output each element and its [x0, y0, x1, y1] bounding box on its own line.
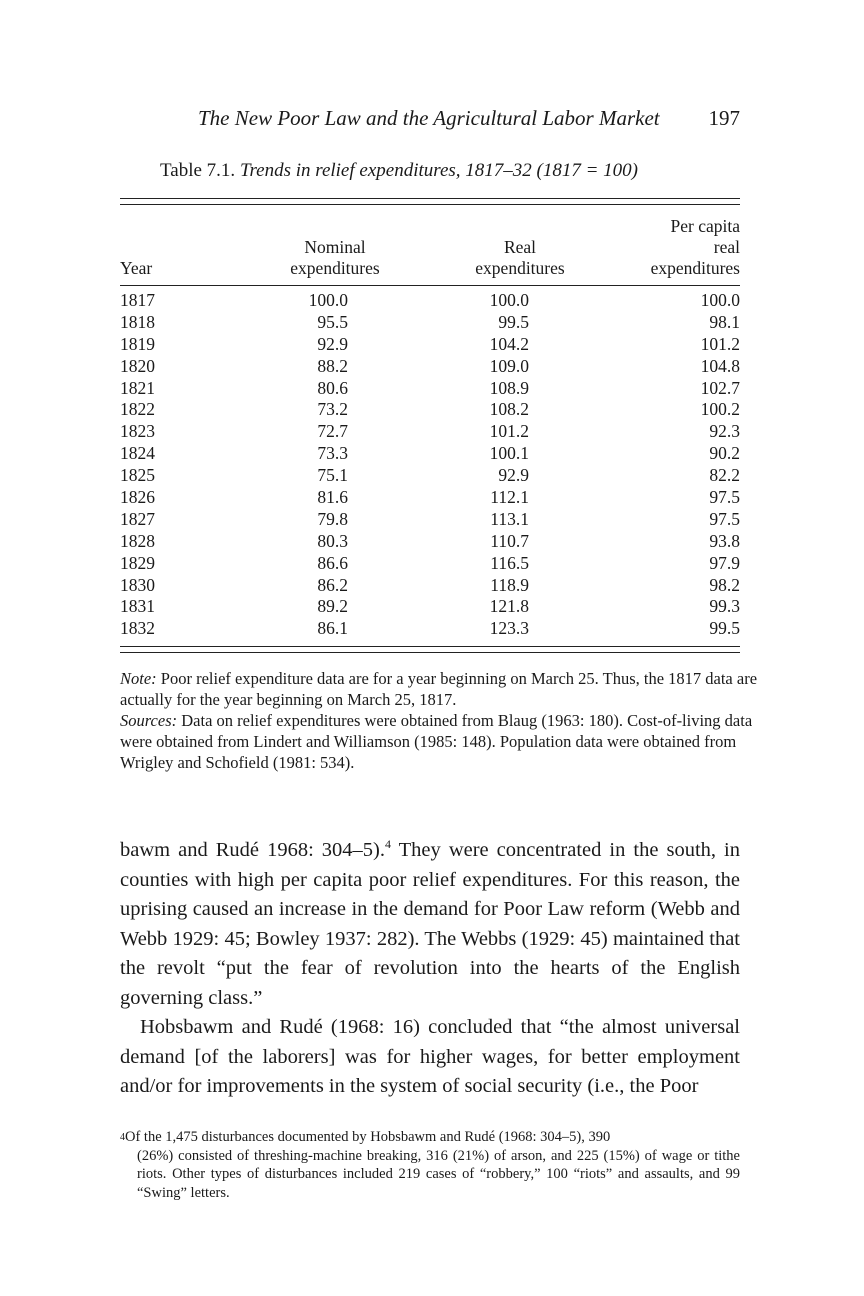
- cell-real: 104.2: [489, 333, 529, 354]
- table-row: [120, 509, 740, 531]
- running-head: [198, 106, 740, 136]
- table-body: [120, 286, 740, 646]
- cell-per-capita: 101.2: [700, 333, 740, 354]
- cell-real: 108.2: [489, 399, 529, 420]
- cell-nominal: 92.9: [317, 333, 348, 354]
- table-row: [120, 531, 740, 553]
- cell-per-capita: 92.3: [709, 421, 740, 442]
- cell-per-capita: 100.0: [700, 290, 740, 310]
- body-p1-start: bawm and Rudé 1968: 304–5).: [120, 839, 385, 861]
- cell-per-capita: 97.5: [709, 487, 740, 508]
- table-sources: [120, 710, 760, 773]
- footnote: [120, 1128, 740, 1202]
- cell-year: 1831: [120, 596, 155, 617]
- cell-per-capita: 97.9: [709, 552, 740, 573]
- cell-real: 112.1: [490, 487, 529, 508]
- table-row: [120, 575, 740, 597]
- cell-nominal: 80.6: [317, 377, 348, 398]
- note-text: Poor relief expenditure data are for a year beginning on March 25. Thus, the 1817 data are actually for the year beginning on March 25, 1817.: [120, 669, 758, 709]
- body-paragraph-1: [120, 836, 740, 1013]
- cell-nominal: 80.3: [317, 530, 348, 551]
- table-row: [120, 443, 740, 465]
- cell-nominal: 73.3: [317, 443, 348, 464]
- cell-year: 1819: [120, 333, 155, 354]
- table-row: [120, 399, 740, 421]
- cell-year: 1822: [120, 399, 155, 420]
- body-p1-rest: They were concentrated in the south, in counties with high per capita poor relief expenditures. For this reason, the uprising caused an increase in the demand for Poor Law reform (Webb and Webb 1929: 45; Bowley 1937: 282). The Webbs (1929: 45) maintained that the revolt “put the fear of revolution into the hearts of the English governing class.”: [120, 839, 740, 1009]
- body-paragraph-2: Hobsbawm and Rudé (1968: 16) concluded that “the almost universal demand [of the laborers] was for higher wages, for better employment and/or for improvements in the system of social security (i.e., the Poor: [120, 1016, 740, 1097]
- cell-real: 109.0: [489, 355, 529, 376]
- cell-real: 99.5: [498, 311, 529, 332]
- cell-nominal: 100.0: [308, 290, 348, 310]
- body-text: [120, 836, 740, 1102]
- cell-real: 123.3: [489, 618, 529, 639]
- header-nominal-line2: expenditures: [290, 258, 380, 278]
- cell-per-capita: 93.8: [709, 530, 740, 551]
- cell-year: 1817: [120, 290, 155, 310]
- cell-nominal: 75.1: [317, 465, 348, 486]
- cell-real: 92.9: [498, 465, 529, 486]
- table-note: [120, 668, 760, 710]
- cell-real: 101.2: [489, 421, 529, 442]
- cell-real: 110.7: [490, 530, 529, 551]
- footnote-continuation: (26%) consisted of threshing-machine breaking, 316 (21%) of arson, and 225 (15%) of wage or tithe riots. Other types of disturbances included 219 cases of “robbery,” 100 “riots” and assaults, and 99 “Swing” letters.: [137, 1147, 740, 1201]
- header-real: [440, 237, 600, 279]
- header-per-capita-line3: expenditures: [650, 258, 740, 278]
- cell-year: 1830: [120, 574, 155, 595]
- footnote-marker: 4: [120, 1132, 125, 1143]
- cell-per-capita: 90.2: [709, 443, 740, 464]
- cell-per-capita: 102.7: [700, 377, 740, 398]
- table-header: [120, 205, 740, 285]
- table-row: [120, 553, 740, 575]
- table-row: [120, 378, 740, 400]
- cell-real: 113.1: [490, 508, 529, 529]
- cell-nominal: 73.2: [317, 399, 348, 420]
- cell-nominal: 95.5: [317, 311, 348, 332]
- sources-label: Sources:: [120, 711, 178, 730]
- header-per-capita: [651, 216, 740, 279]
- cell-year: 1823: [120, 421, 155, 442]
- cell-per-capita: 100.2: [700, 399, 740, 420]
- cell-nominal: 86.2: [317, 574, 348, 595]
- cell-nominal: 86.1: [317, 618, 348, 639]
- cell-year: 1824: [120, 443, 155, 464]
- header-real-line2: expenditures: [475, 258, 565, 278]
- cell-per-capita: 82.2: [709, 465, 740, 486]
- footnote-line-1-text: Of the 1,475 disturbances documented by Hobsbawm and Rudé (1968: 304–5), 390: [125, 1129, 611, 1145]
- header-nominal: [250, 237, 420, 279]
- data-table: [120, 198, 740, 653]
- cell-real: 100.0: [489, 290, 529, 310]
- cell-year: 1829: [120, 552, 155, 573]
- cell-real: 100.1: [489, 443, 529, 464]
- cell-year: 1825: [120, 465, 155, 486]
- table-row: [120, 465, 740, 487]
- cell-nominal: 81.6: [317, 487, 348, 508]
- cell-nominal: 86.6: [317, 552, 348, 573]
- cell-nominal: 72.7: [317, 421, 348, 442]
- cell-nominal: 88.2: [317, 355, 348, 376]
- table-row: [120, 618, 740, 640]
- cell-year: 1826: [120, 487, 155, 508]
- cell-real: 116.5: [490, 552, 529, 573]
- header-per-capita-line2: real: [713, 237, 740, 257]
- cell-per-capita: 99.5: [709, 618, 740, 639]
- cell-year: 1821: [120, 377, 155, 398]
- table-row: [120, 334, 740, 356]
- header-nominal-line1: Nominal: [304, 237, 366, 257]
- cell-per-capita: 97.5: [709, 508, 740, 529]
- note-label: Note:: [120, 669, 157, 688]
- cell-per-capita: 99.3: [709, 596, 740, 617]
- cell-year: 1832: [120, 618, 155, 639]
- table-caption: [160, 160, 760, 182]
- cell-per-capita: 104.8: [700, 355, 740, 376]
- cell-nominal: 89.2: [317, 596, 348, 617]
- cell-year: 1818: [120, 311, 155, 332]
- table-notes: [120, 668, 760, 773]
- cell-per-capita: 98.2: [709, 574, 740, 595]
- table-bottom-rule: [120, 646, 740, 653]
- header-real-line1: Real: [503, 237, 537, 257]
- header-per-capita-line1: Per capita: [670, 216, 740, 236]
- cell-year: 1820: [120, 355, 155, 376]
- cell-real: 121.8: [489, 596, 529, 617]
- table-row: [120, 356, 740, 378]
- table-caption-title: Trends in relief expenditures, 1817–32 (1817 = 100): [239, 160, 638, 181]
- cell-real: 108.9: [489, 377, 529, 398]
- cell-year: 1828: [120, 530, 155, 551]
- running-head-title: The New Poor Law and the Agricultural Labor Market: [198, 106, 660, 130]
- cell-nominal: 79.8: [317, 508, 348, 529]
- cell-per-capita: 98.1: [709, 311, 740, 332]
- table-row: [120, 596, 740, 618]
- page-number: 197: [708, 106, 740, 130]
- footnote-line-1: [120, 1128, 740, 1147]
- table-row: [120, 421, 740, 443]
- header-year: Year: [120, 258, 153, 278]
- table-row: [120, 290, 740, 312]
- cell-year: 1827: [120, 508, 155, 529]
- footnote-reference: 4: [385, 837, 391, 851]
- table-row: [120, 487, 740, 509]
- table-row: [120, 312, 740, 334]
- table-top-rule: [120, 198, 740, 205]
- table-caption-label: Table 7.1.: [160, 160, 236, 181]
- cell-real: 118.9: [490, 574, 529, 595]
- sources-text: Data on relief expenditures were obtained from Blaug (1963: 180). Cost-of-living data were obtained from Lindert and Williamson (1985: 148). Population data were obtained from Wrigley and Schofield (1981: 534).: [120, 711, 753, 772]
